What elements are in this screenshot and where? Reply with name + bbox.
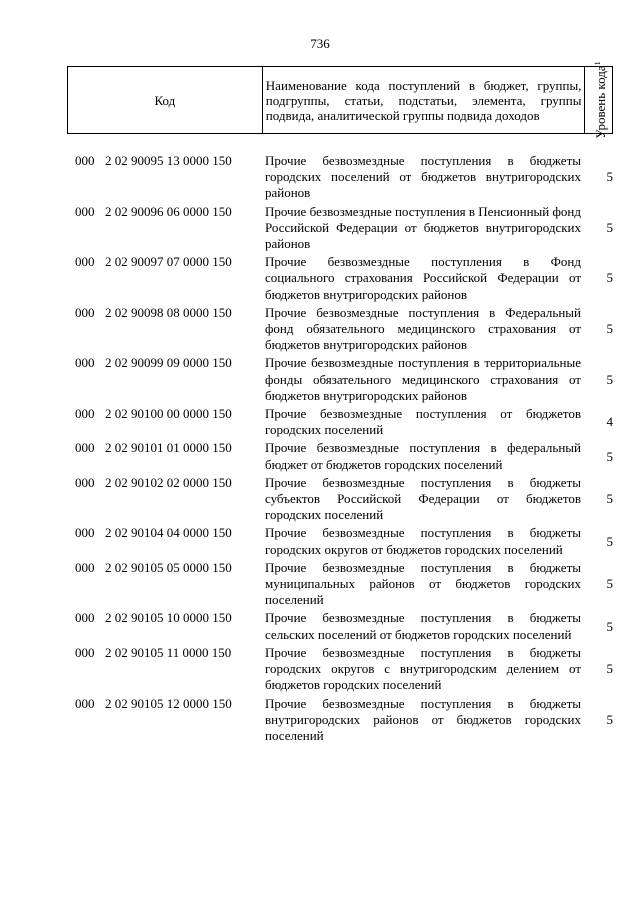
row-code: 2 02 90105 12 0000 150 bbox=[105, 695, 232, 711]
row-level: 5 bbox=[606, 576, 613, 592]
header-level-label bbox=[591, 61, 607, 138]
row-prefix: 000 bbox=[75, 559, 95, 575]
row-prefix: 000 bbox=[75, 304, 95, 320]
row-prefix: 000 bbox=[75, 153, 95, 168]
table-row bbox=[67, 560, 613, 609]
row-name: Прочие безвозмездные поступления в бюджеты внутригородских районов от бюджетов городских поселений bbox=[265, 695, 581, 743]
row-code: 2 02 90098 08 0000 150 bbox=[105, 304, 232, 320]
table-row bbox=[67, 406, 613, 438]
row-code: 2 02 90105 10 0000 150 bbox=[105, 610, 232, 626]
table-row bbox=[67, 525, 613, 557]
row-level: 5 bbox=[606, 711, 613, 727]
row-prefix: 000 bbox=[75, 406, 95, 422]
row-code: 2 02 90097 07 0000 150 bbox=[105, 254, 232, 270]
row-code: 2 02 90099 09 0000 150 bbox=[105, 355, 232, 371]
row-prefix: 000 bbox=[75, 474, 95, 490]
table-row bbox=[67, 645, 613, 694]
code-list bbox=[67, 153, 613, 746]
row-name: Прочие безвозмездные поступления в бюджеты муниципальных районов от бюджетов городских поселений bbox=[265, 559, 581, 608]
row-name: Прочие безвозмездные поступления в Фонд социального страхования Российской Федерации от бюджетов внутригородских районов bbox=[265, 254, 581, 302]
row-code: 2 02 90096 06 0000 150 bbox=[105, 203, 232, 219]
row-level: 5 bbox=[606, 169, 613, 185]
header-name: Наименование кода поступлений в бюджет, группы, подгруппы, статьи, подстатьи, элемента, группы подвида, аналитической группы подвида доходов bbox=[262, 67, 585, 134]
row-name: Прочие безвозмездные поступления от бюджетов городских поселений bbox=[265, 406, 581, 438]
row-code: 2 02 90105 05 0000 150 bbox=[105, 559, 232, 575]
row-level: 5 bbox=[606, 661, 613, 677]
table-row bbox=[67, 475, 613, 524]
row-level: 4 bbox=[606, 414, 613, 430]
table-row bbox=[67, 440, 613, 472]
table-row bbox=[67, 696, 613, 745]
row-prefix: 000 bbox=[75, 695, 95, 711]
table-row bbox=[67, 355, 613, 404]
row-prefix: 000 bbox=[75, 254, 95, 270]
row-code: 2 02 90104 04 0000 150 bbox=[105, 525, 232, 541]
table-row bbox=[67, 254, 613, 303]
header-level-footnote: 1 bbox=[592, 61, 602, 66]
row-level: 5 bbox=[606, 533, 613, 549]
row-code: 2 02 90100 00 0000 150 bbox=[105, 406, 232, 422]
row-level: 5 bbox=[606, 491, 613, 507]
table-row bbox=[67, 204, 613, 253]
header-level-text: Уровень кода bbox=[592, 65, 608, 139]
row-name: Прочие безвозмездные поступления в территориальные фонды обязательного медицинского страхования от бюджетов внутригородских районов bbox=[265, 355, 581, 403]
row-level: 5 bbox=[606, 270, 613, 286]
table-row bbox=[67, 153, 613, 202]
row-name: Прочие безвозмездные поступления в бюджеты субъектов Российской Федерации от бюджетов городских поселений bbox=[265, 474, 581, 523]
row-level: 5 bbox=[606, 371, 613, 387]
row-prefix: 000 bbox=[75, 355, 95, 371]
row-name: Прочие безвозмездные поступления в Федеральный фонд обязательного медицинского страхования от бюджетов внутригородских районов bbox=[265, 304, 581, 353]
row-code: 2 02 90102 02 0000 150 bbox=[105, 474, 232, 490]
row-name: Прочие безвозмездные поступления в бюджеты городских поселений от бюджетов внутригородских районов bbox=[265, 153, 581, 201]
row-level: 5 bbox=[606, 321, 613, 337]
row-name: Прочие безвозмездные поступления в Пенсионный фонд Российской Федерации от бюджетов внутригородских районов bbox=[265, 203, 581, 252]
page-number: 736 bbox=[310, 36, 330, 51]
row-prefix: 000 bbox=[75, 440, 95, 456]
table-header bbox=[67, 61, 613, 139]
row-prefix: 000 bbox=[75, 525, 95, 541]
row-name: Прочие безвозмездные поступления в федеральный бюджет от бюджетов городских поселений bbox=[265, 440, 581, 472]
row-prefix: 000 bbox=[75, 203, 95, 219]
table-row bbox=[67, 610, 613, 642]
row-level: 5 bbox=[606, 448, 613, 464]
row-code: 2 02 90105 11 0000 150 bbox=[105, 644, 232, 660]
row-prefix: 000 bbox=[75, 610, 95, 626]
row-name: Прочие безвозмездные поступления в бюджеты городских округов от бюджетов городских поселений bbox=[265, 525, 581, 557]
row-level: 5 bbox=[606, 618, 613, 634]
row-code: 2 02 90095 13 0000 150 bbox=[105, 153, 232, 168]
row-level: 5 bbox=[606, 219, 613, 235]
row-code: 2 02 90101 01 0000 150 bbox=[105, 440, 232, 456]
row-prefix: 000 bbox=[75, 644, 95, 660]
row-name: Прочие безвозмездные поступления в бюджеты сельских поселений от бюджетов городских поселений bbox=[265, 610, 581, 642]
header-code: Код bbox=[68, 67, 263, 134]
table-row bbox=[67, 305, 613, 354]
row-name: Прочие безвозмездные поступления в бюджеты городских округов с внутригородским делением от бюджетов городских поселений bbox=[265, 644, 581, 693]
header-level bbox=[585, 61, 613, 139]
